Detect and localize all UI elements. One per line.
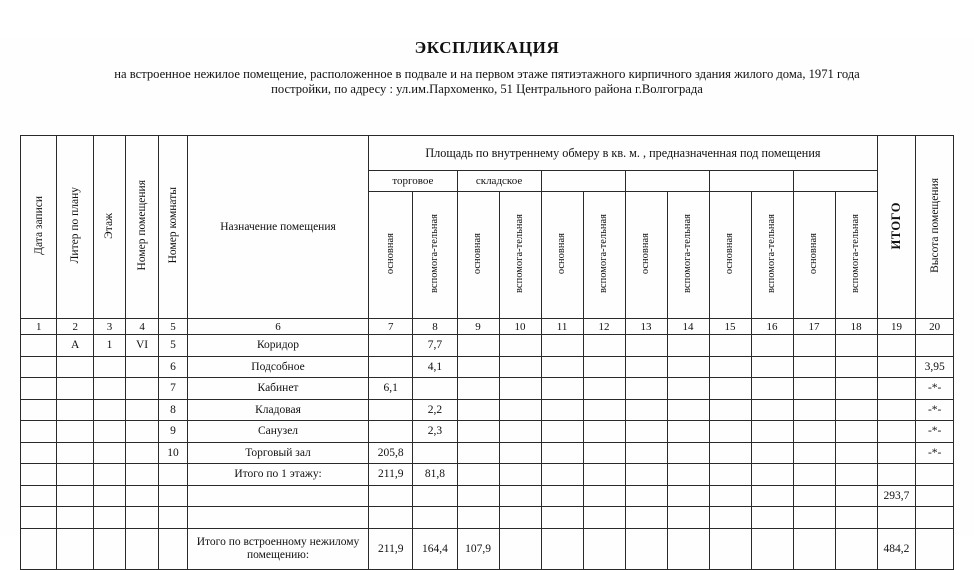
cell-height	[916, 335, 954, 357]
header-main-4: основная	[625, 192, 667, 319]
cell-area-10	[499, 335, 541, 357]
cell-chamber-number: 5	[159, 335, 188, 357]
col-num-17: 17	[793, 319, 835, 335]
cell-room-number	[125, 378, 158, 400]
cell-itogo	[877, 507, 916, 529]
subgroup-trade: торговое	[369, 171, 457, 192]
cell-area-12	[583, 507, 625, 529]
header-purpose: Назначение помещения	[187, 136, 368, 319]
header-aux-2: вспомога-тельная	[499, 192, 541, 319]
cell-area-10	[499, 464, 541, 486]
col-num-7: 7	[369, 319, 413, 335]
cell-area-11	[541, 507, 583, 529]
cell-purpose: Торговый зал	[187, 442, 368, 464]
explication-table	[20, 135, 954, 570]
table-numbering-row	[21, 319, 954, 335]
cell-room-number	[125, 507, 158, 529]
cell-floor	[93, 464, 125, 486]
cell-area-18	[835, 356, 877, 378]
subgroup-6	[793, 171, 877, 192]
cell-area-13	[625, 442, 667, 464]
cell-area-17	[793, 507, 835, 529]
cell-area-15	[709, 356, 751, 378]
cell-area-16	[751, 399, 793, 421]
header-main-1: основная	[369, 192, 413, 319]
cell-area-8	[413, 442, 457, 464]
cell-area-9	[457, 464, 499, 486]
cell-room-number	[125, 356, 158, 378]
cell-area-18	[835, 485, 877, 507]
cell-area-10	[499, 528, 541, 569]
col-num-10: 10	[499, 319, 541, 335]
cell-area-9	[457, 442, 499, 464]
cell-area-7: 211,9	[369, 528, 413, 569]
cell-letter	[57, 507, 93, 529]
cell-area-8	[413, 378, 457, 400]
table-row	[21, 335, 954, 357]
header-date: Дата записи	[21, 136, 57, 319]
cell-height: -*-	[916, 378, 954, 400]
cell-room-number	[125, 421, 158, 443]
header-main-6: основная	[793, 192, 835, 319]
col-num-12: 12	[583, 319, 625, 335]
cell-area-12	[583, 421, 625, 443]
cell-area-8: 2,2	[413, 399, 457, 421]
cell-area-16	[751, 378, 793, 400]
cell-area-13	[625, 421, 667, 443]
cell-area-12	[583, 356, 625, 378]
col-num-3: 3	[93, 319, 125, 335]
col-num-4: 4	[125, 319, 158, 335]
cell-height: 3,95	[916, 356, 954, 378]
cell-purpose	[187, 507, 368, 529]
cell-area-9	[457, 507, 499, 529]
cell-area-7: 205,8	[369, 442, 413, 464]
page-subtitle	[22, 67, 952, 97]
subgroup-3	[541, 171, 625, 192]
cell-area-13	[625, 528, 667, 569]
cell-itogo: 293,7	[877, 485, 916, 507]
cell-area-15	[709, 399, 751, 421]
header-chamber-number: Номер комнаты	[159, 136, 188, 319]
cell-area-13	[625, 399, 667, 421]
cell-date	[21, 464, 57, 486]
cell-area-17	[793, 378, 835, 400]
header-area-group: Площадь по внутреннему обмеру в кв. м. , предназначенная под помещения	[369, 136, 878, 171]
cell-area-16	[751, 442, 793, 464]
cell-purpose: Санузел	[187, 421, 368, 443]
explication-table-wrapper	[20, 135, 954, 570]
cell-area-8: 164,4	[413, 528, 457, 569]
col-num-1: 1	[21, 319, 57, 335]
cell-area-16	[751, 356, 793, 378]
cell-floor	[93, 485, 125, 507]
col-num-18: 18	[835, 319, 877, 335]
cell-letter: А	[57, 335, 93, 357]
cell-area-8: 4,1	[413, 356, 457, 378]
cell-area-18	[835, 335, 877, 357]
cell-area-12	[583, 335, 625, 357]
cell-area-10	[499, 485, 541, 507]
cell-area-11	[541, 335, 583, 357]
cell-date	[21, 378, 57, 400]
cell-area-14	[667, 356, 709, 378]
cell-floor	[93, 378, 125, 400]
cell-letter	[57, 485, 93, 507]
col-num-2: 2	[57, 319, 93, 335]
cell-area-12	[583, 464, 625, 486]
cell-room-number	[125, 485, 158, 507]
cell-purpose: Подсобное	[187, 356, 368, 378]
cell-area-18	[835, 464, 877, 486]
cell-area-7	[369, 399, 413, 421]
header-main-5: основная	[709, 192, 751, 319]
cell-area-8	[413, 485, 457, 507]
cell-chamber-number: 6	[159, 356, 188, 378]
cell-area-8: 81,8	[413, 464, 457, 486]
cell-area-14	[667, 507, 709, 529]
cell-floor	[93, 528, 125, 569]
cell-letter	[57, 378, 93, 400]
cell-letter	[57, 528, 93, 569]
cell-area-8: 2,3	[413, 421, 457, 443]
cell-chamber-number	[159, 528, 188, 569]
cell-area-12	[583, 378, 625, 400]
cell-area-14	[667, 378, 709, 400]
cell-area-9: 107,9	[457, 528, 499, 569]
cell-area-18	[835, 421, 877, 443]
cell-purpose: Кабинет	[187, 378, 368, 400]
cell-letter	[57, 399, 93, 421]
cell-chamber-number	[159, 464, 188, 486]
cell-area-17	[793, 528, 835, 569]
cell-area-14	[667, 335, 709, 357]
cell-chamber-number: 9	[159, 421, 188, 443]
cell-room-number	[125, 464, 158, 486]
cell-date	[21, 507, 57, 529]
page-title: ЭКСПЛИКАЦИЯ	[414, 38, 560, 57]
cell-area-10	[499, 399, 541, 421]
cell-area-17	[793, 421, 835, 443]
cell-date	[21, 399, 57, 421]
cell-area-18	[835, 378, 877, 400]
col-num-14: 14	[667, 319, 709, 335]
cell-chamber-number: 10	[159, 442, 188, 464]
cell-purpose: Итого по встроенному нежилому помещению:	[187, 528, 368, 569]
header-letter: Литер по плану	[57, 136, 93, 319]
cell-area-13	[625, 335, 667, 357]
cell-area-15	[709, 507, 751, 529]
cell-area-11	[541, 442, 583, 464]
cell-area-11	[541, 528, 583, 569]
cell-area-10	[499, 356, 541, 378]
header-itogo: ИТОГО	[877, 136, 916, 319]
cell-height	[916, 507, 954, 529]
cell-area-9	[457, 356, 499, 378]
cell-chamber-number	[159, 507, 188, 529]
cell-area-11	[541, 485, 583, 507]
cell-area-15	[709, 528, 751, 569]
cell-date	[21, 442, 57, 464]
cell-height: -*-	[916, 421, 954, 443]
header-aux-4: вспомога-тельная	[667, 192, 709, 319]
cell-area-17	[793, 464, 835, 486]
cell-height	[916, 485, 954, 507]
cell-area-16	[751, 507, 793, 529]
cell-area-13	[625, 378, 667, 400]
cell-area-9	[457, 335, 499, 357]
cell-itogo	[877, 335, 916, 357]
cell-area-15	[709, 464, 751, 486]
cell-height: -*-	[916, 399, 954, 421]
cell-area-15	[709, 335, 751, 357]
table-row-total	[21, 528, 954, 569]
cell-date	[21, 485, 57, 507]
cell-itogo	[877, 464, 916, 486]
cell-purpose: Коридор	[187, 335, 368, 357]
cell-area-12	[583, 442, 625, 464]
cell-area-13	[625, 507, 667, 529]
cell-area-11	[541, 378, 583, 400]
cell-area-17	[793, 335, 835, 357]
col-num-8: 8	[413, 319, 457, 335]
cell-area-9	[457, 378, 499, 400]
cell-area-17	[793, 356, 835, 378]
cell-area-12	[583, 485, 625, 507]
cell-area-12	[583, 399, 625, 421]
cell-area-7	[369, 421, 413, 443]
cell-date	[21, 356, 57, 378]
cell-letter	[57, 442, 93, 464]
cell-date	[21, 528, 57, 569]
cell-area-16	[751, 464, 793, 486]
col-num-6: 6	[187, 319, 368, 335]
cell-area-11	[541, 464, 583, 486]
cell-area-17	[793, 485, 835, 507]
cell-area-10	[499, 421, 541, 443]
cell-area-14	[667, 485, 709, 507]
header-aux-6: вспомога-тельная	[835, 192, 877, 319]
col-num-11: 11	[541, 319, 583, 335]
cell-itogo	[877, 421, 916, 443]
header-main-3: основная	[541, 192, 583, 319]
subtitle-line-1: на встроенное нежилое помещение, расположенное в подвале и на первом этаже пятиэтажного кирпичного здания жилого дома, 1971 года	[114, 67, 860, 81]
document-page	[0, 38, 974, 561]
cell-area-12	[583, 528, 625, 569]
cell-area-13	[625, 485, 667, 507]
col-num-15: 15	[709, 319, 751, 335]
cell-floor	[93, 507, 125, 529]
cell-area-15	[709, 485, 751, 507]
cell-floor	[93, 442, 125, 464]
cell-area-16	[751, 335, 793, 357]
cell-itogo	[877, 399, 916, 421]
header-height: Высота помещения	[916, 136, 954, 319]
cell-itogo: 484,2	[877, 528, 916, 569]
table-row	[21, 356, 954, 378]
cell-floor	[93, 356, 125, 378]
cell-height	[916, 528, 954, 569]
cell-area-14	[667, 528, 709, 569]
cell-area-16	[751, 485, 793, 507]
cell-area-16	[751, 528, 793, 569]
cell-area-14	[667, 464, 709, 486]
cell-chamber-number: 7	[159, 378, 188, 400]
cell-date	[21, 421, 57, 443]
table-row	[21, 421, 954, 443]
col-num-13: 13	[625, 319, 667, 335]
cell-area-17	[793, 442, 835, 464]
cell-letter	[57, 356, 93, 378]
cell-area-17	[793, 399, 835, 421]
cell-area-9	[457, 421, 499, 443]
subgroup-5	[709, 171, 793, 192]
cell-area-14	[667, 421, 709, 443]
cell-itogo	[877, 442, 916, 464]
col-num-5: 5	[159, 319, 188, 335]
cell-room-number	[125, 399, 158, 421]
cell-itogo	[877, 378, 916, 400]
header-main-2: основная	[457, 192, 499, 319]
table-row	[21, 507, 954, 529]
table-row	[21, 399, 954, 421]
col-num-9: 9	[457, 319, 499, 335]
cell-floor	[93, 399, 125, 421]
cell-area-15	[709, 442, 751, 464]
col-num-20: 20	[916, 319, 954, 335]
cell-area-10	[499, 507, 541, 529]
subgroup-4	[625, 171, 709, 192]
cell-purpose: Итого по 1 этажу:	[187, 464, 368, 486]
cell-room-number	[125, 442, 158, 464]
header-room-number: Номер помещения	[125, 136, 158, 319]
cell-area-8: 7,7	[413, 335, 457, 357]
cell-area-7	[369, 335, 413, 357]
cell-area-13	[625, 356, 667, 378]
cell-area-9	[457, 399, 499, 421]
subtitle-line-2: постройки, по адресу : ул.им.Пархоменко, 51 Центрального района г.Волгограда	[271, 82, 703, 96]
cell-area-15	[709, 378, 751, 400]
cell-area-7	[369, 485, 413, 507]
cell-area-10	[499, 378, 541, 400]
cell-letter	[57, 464, 93, 486]
cell-floor: 1	[93, 335, 125, 357]
cell-purpose: Кладовая	[187, 399, 368, 421]
cell-area-15	[709, 421, 751, 443]
cell-chamber-number	[159, 485, 188, 507]
cell-room-number: VI	[125, 335, 158, 357]
cell-room-number	[125, 528, 158, 569]
cell-area-7	[369, 507, 413, 529]
cell-itogo	[877, 356, 916, 378]
cell-area-14	[667, 399, 709, 421]
col-num-19: 19	[877, 319, 916, 335]
table-row	[21, 442, 954, 464]
cell-area-11	[541, 399, 583, 421]
cell-chamber-number: 8	[159, 399, 188, 421]
cell-area-18	[835, 507, 877, 529]
header-aux-5: вспомога-тельная	[751, 192, 793, 319]
cell-area-10	[499, 442, 541, 464]
cell-area-11	[541, 421, 583, 443]
header-aux-1: вспомога-тельная	[413, 192, 457, 319]
cell-height	[916, 464, 954, 486]
header-floor: Этаж	[93, 136, 125, 319]
table-row	[21, 485, 954, 507]
cell-area-14	[667, 442, 709, 464]
cell-area-18	[835, 442, 877, 464]
table-row-subtotal	[21, 464, 954, 486]
header-aux-3: вспомога-тельная	[583, 192, 625, 319]
col-num-16: 16	[751, 319, 793, 335]
cell-area-9	[457, 485, 499, 507]
cell-purpose	[187, 485, 368, 507]
cell-area-16	[751, 421, 793, 443]
cell-area-7	[369, 356, 413, 378]
cell-area-18	[835, 528, 877, 569]
table-row	[21, 378, 954, 400]
cell-area-7: 211,9	[369, 464, 413, 486]
cell-letter	[57, 421, 93, 443]
cell-height: -*-	[916, 442, 954, 464]
cell-floor	[93, 421, 125, 443]
cell-area-11	[541, 356, 583, 378]
cell-date	[21, 335, 57, 357]
cell-area-8	[413, 507, 457, 529]
table-header-row-1	[21, 136, 954, 171]
cell-area-7: 6,1	[369, 378, 413, 400]
cell-area-18	[835, 399, 877, 421]
subgroup-storage: складское	[457, 171, 541, 192]
cell-area-13	[625, 464, 667, 486]
